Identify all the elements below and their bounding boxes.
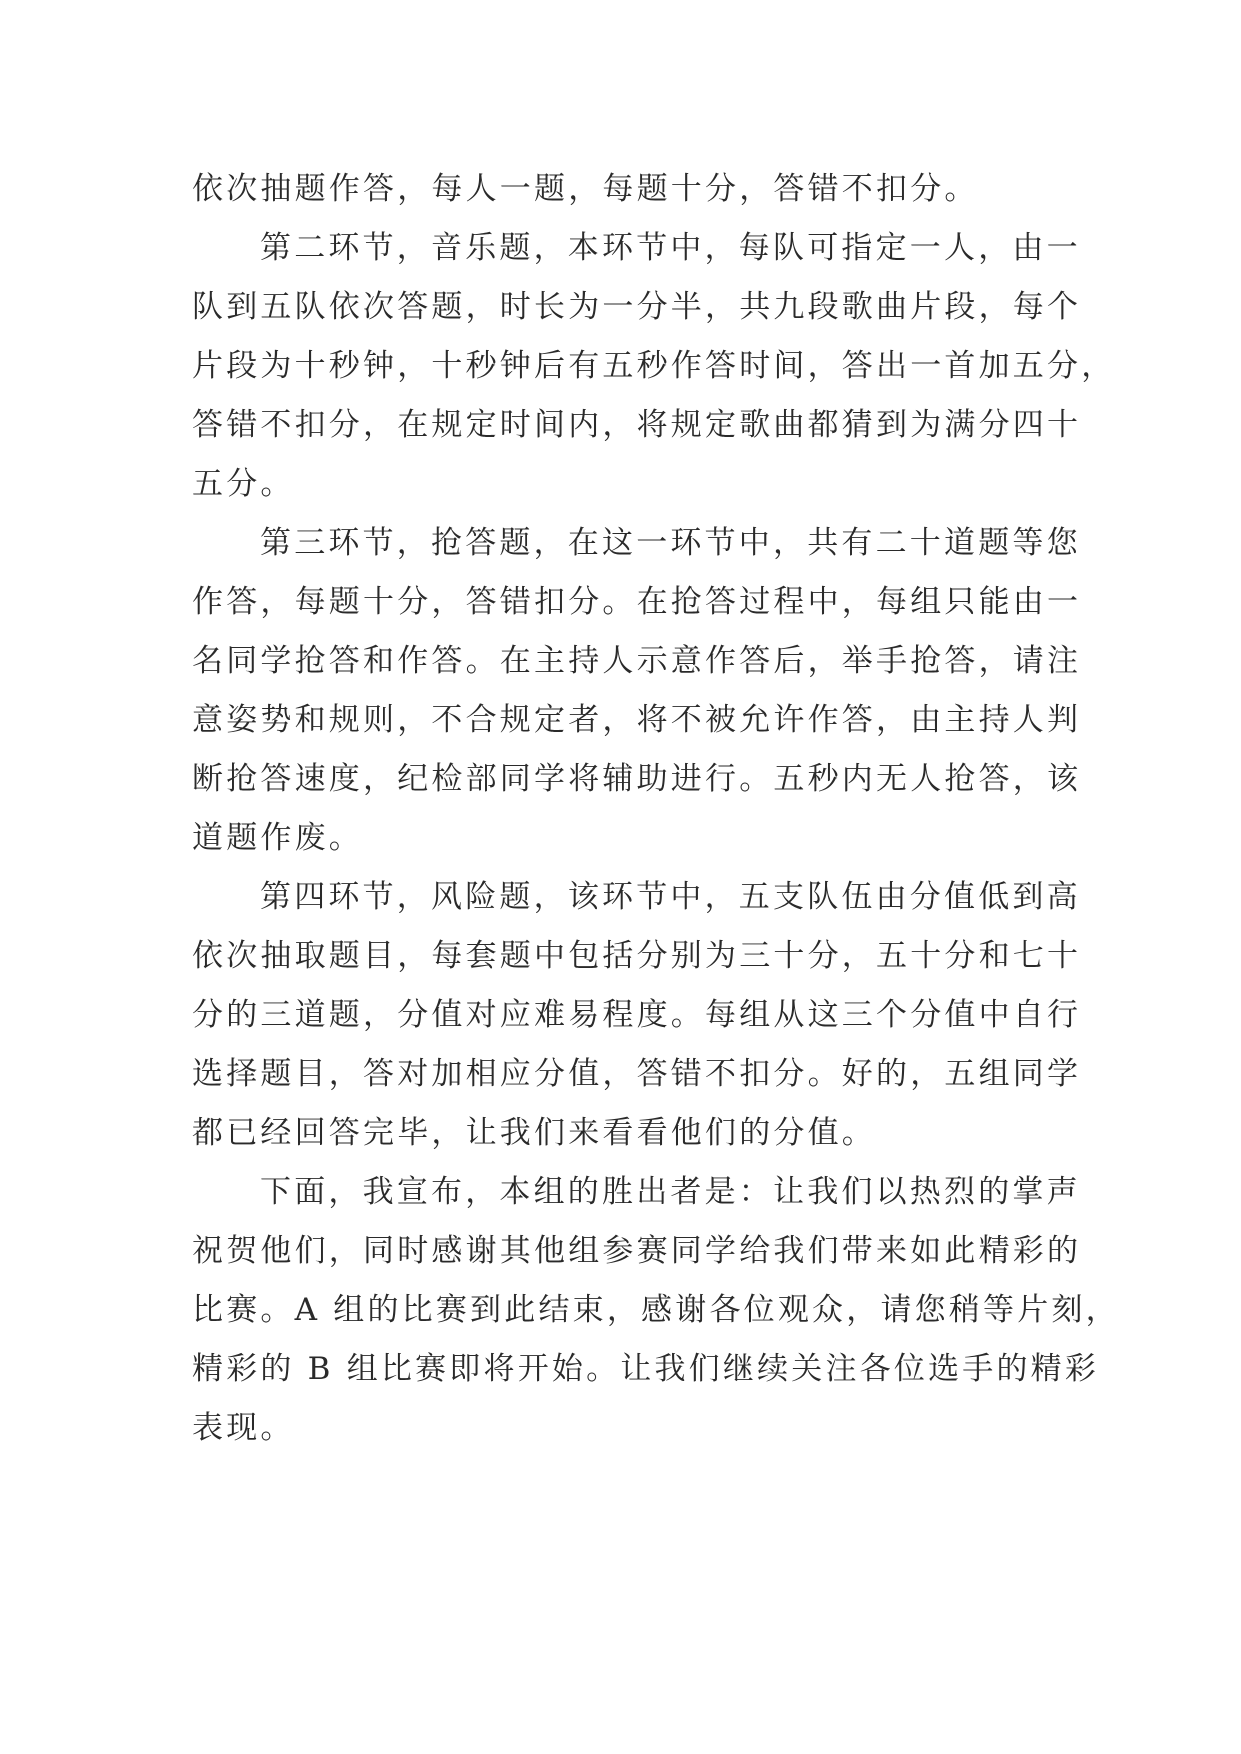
text-line: 队到五队依次答题，时长为一分半，共九段歌曲片段，每个 bbox=[192, 289, 1082, 325]
text-line: 断抢答速度，纪检部同学将辅助进行。五秒内无人抢答，该 bbox=[192, 761, 1082, 797]
text-line: 答错不扣分，在规定时间内，将规定歌曲都猜到为满分四十 bbox=[192, 407, 1082, 443]
text-line: 道题作废。 bbox=[192, 820, 363, 856]
text-line: 精彩的 B 组比赛即将开始。让我们继续关注各位选手的精彩 bbox=[192, 1351, 1100, 1387]
text-line: 都已经回答完毕，让我们来看看他们的分值。 bbox=[192, 1115, 876, 1151]
text-line: 片段为十秒钟，十秒钟后有五秒作答时间，答出一首加五分， bbox=[192, 348, 1116, 384]
text-line: 意姿势和规则，不合规定者，将不被允许作答，由主持人判 bbox=[192, 702, 1082, 738]
paragraph-start-line: 第三环节，抢答题，在这一环节中，共有二十道题等您 bbox=[260, 525, 1081, 561]
paragraph-start-line: 第二环节，音乐题，本环节中，每队可指定一人，由一 bbox=[260, 230, 1081, 266]
text-line: 选择题目，答对加相应分值，答错不扣分。好的，五组同学 bbox=[192, 1056, 1082, 1092]
paragraph-start-line: 下面，我宣布，本组的胜出者是：让我们以热烈的掌声 bbox=[260, 1174, 1081, 1210]
text-line: 祝贺他们，同时感谢其他组参赛同学给我们带来如此精彩的 bbox=[192, 1233, 1082, 1269]
text-line: 比赛。A 组的比赛到此结束，感谢各位观众，请您稍等片刻， bbox=[192, 1292, 1120, 1328]
paragraph-start-line: 第四环节，风险题，该环节中，五支队伍由分值低到高 bbox=[260, 879, 1081, 915]
text-line: 依次抽题作答，每人一题，每题十分，答错不扣分。 bbox=[192, 171, 979, 207]
text-line: 作答，每题十分，答错扣分。在抢答过程中，每组只能由一 bbox=[192, 584, 1082, 620]
text-line: 名同学抢答和作答。在主持人示意作答后，举手抢答，请注 bbox=[192, 643, 1082, 679]
document-body bbox=[192, 160, 1120, 1458]
text-line: 依次抽取题目，每套题中包括分别为三十分，五十分和七十 bbox=[192, 938, 1082, 974]
text-line: 表现。 bbox=[192, 1410, 295, 1446]
text-line: 分的三道题，分值对应难易程度。每组从这三个分值中自行 bbox=[192, 997, 1082, 1033]
text-line: 五分。 bbox=[192, 466, 295, 502]
